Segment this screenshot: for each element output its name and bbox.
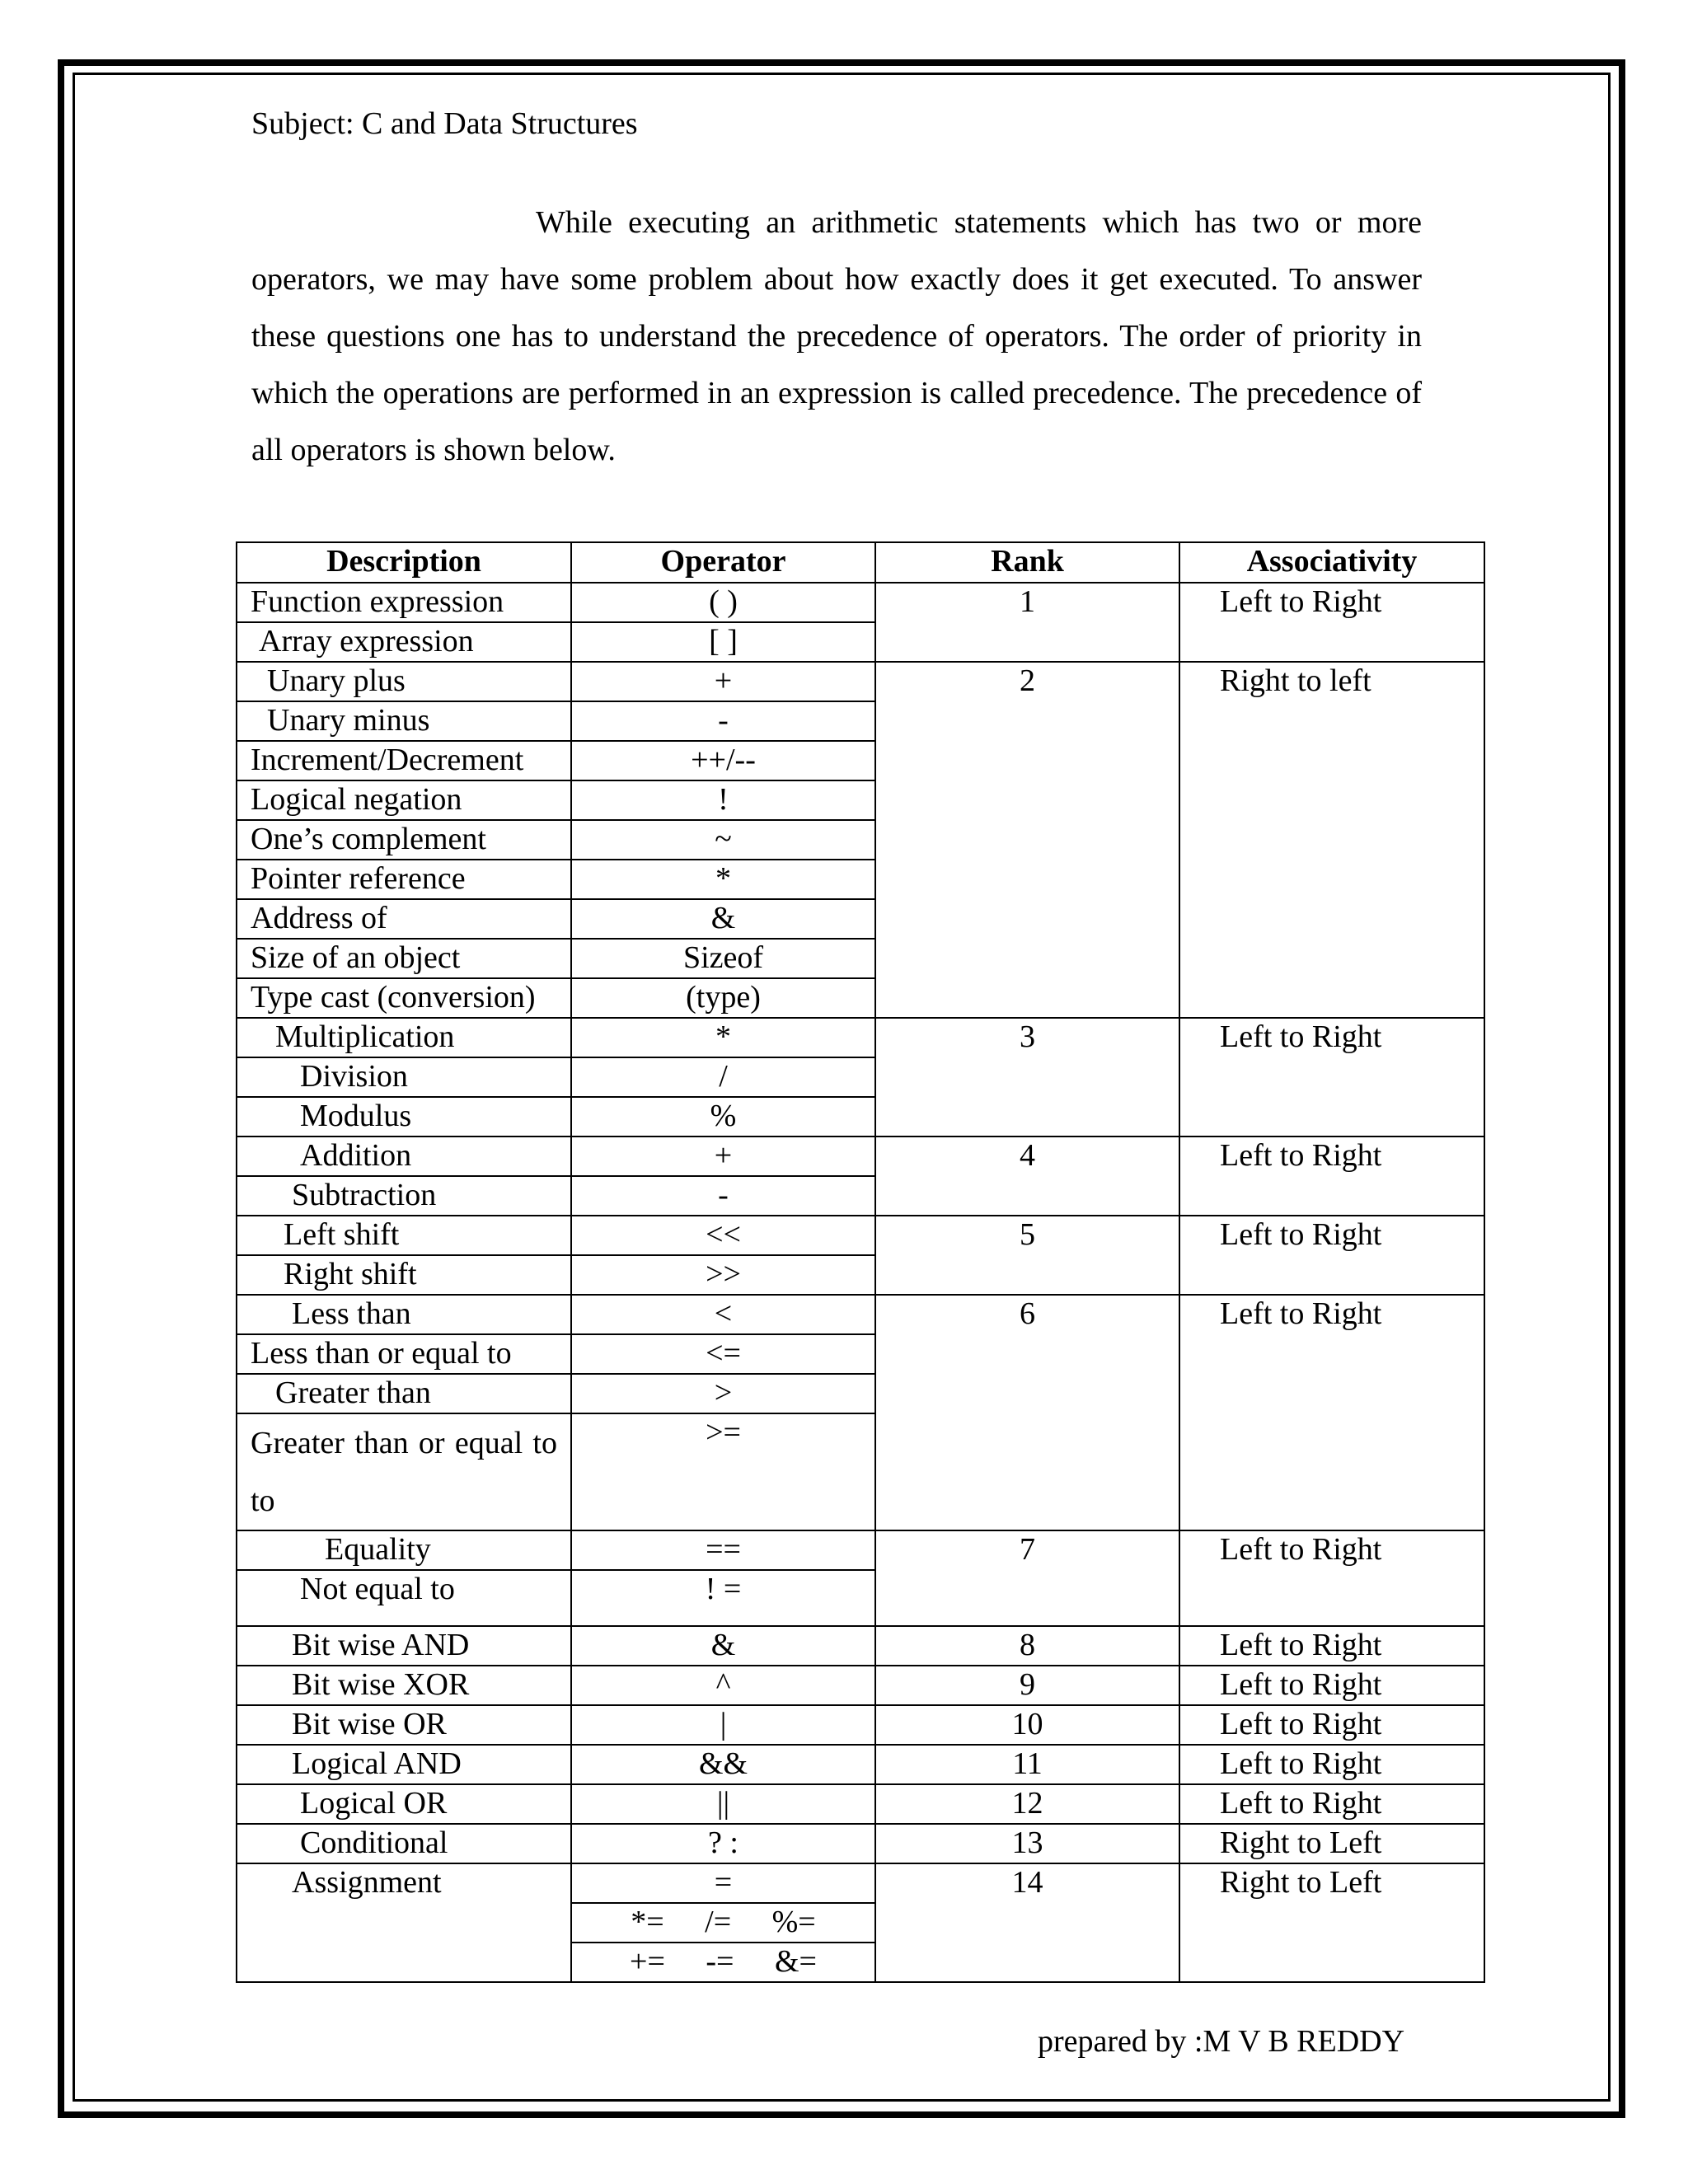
operator-cell: << (571, 1216, 875, 1255)
description-cell: Not equal to (237, 1570, 571, 1626)
associativity-cell: Left to Right (1179, 1705, 1484, 1745)
description-cell: Array expression (237, 622, 571, 662)
table-row (237, 1018, 1484, 1057)
table-row (237, 1863, 1484, 1903)
description-cell: One’s complement (237, 820, 571, 860)
header-operator: Operator (571, 542, 875, 583)
description-cell: Function expression (237, 583, 571, 622)
operator-cell: ^ (571, 1666, 875, 1705)
table-row (237, 662, 1484, 701)
description-cell: Left shift (237, 1216, 571, 1255)
description-cell: Greater than or equal to to (237, 1413, 571, 1530)
operator-cell: ++/-- (571, 741, 875, 780)
table-row (237, 583, 1484, 622)
operator-cell: * (571, 860, 875, 899)
table-header-row (237, 542, 1484, 583)
operator-cell: Sizeof (571, 939, 875, 978)
description-cell: Size of an object (237, 939, 571, 978)
header-rank: Rank (875, 542, 1179, 583)
table-row (237, 1666, 1484, 1705)
header-associativity: Associativity (1179, 542, 1484, 583)
description-cell: Conditional (237, 1824, 571, 1863)
rank-cell: 9 (875, 1666, 1179, 1705)
operator-cell: >> (571, 1255, 875, 1295)
operator-cell: || (571, 1784, 875, 1824)
operator-cell: (type) (571, 978, 875, 1018)
rank-cell: 13 (875, 1824, 1179, 1863)
description-cell: Division (237, 1057, 571, 1097)
associativity-cell: Left to Right (1179, 1745, 1484, 1784)
rank-cell: 2 (875, 662, 1179, 1018)
intro-paragraph: While executing an arithmetic statements which has two or more operators, we may have some problem about how exactly does it get executed. To answer these questions one has to understand the precedence of operators. The order of priority in which the operations are performed in an expression is called precedence. The precedence of all operators is shown below. (251, 205, 1422, 467)
associativity-cell: Left to Right (1179, 1295, 1484, 1530)
operator-cell: >= (571, 1413, 875, 1530)
table-row (237, 1784, 1484, 1824)
operator-cell: = (571, 1863, 875, 1903)
operator-cell: <= (571, 1334, 875, 1374)
description-cell: Logical AND (237, 1745, 571, 1784)
footer-author: prepared by :M V B REDDY (1038, 2024, 1405, 2059)
description-cell: Unary plus (237, 662, 571, 701)
table-row (237, 1626, 1484, 1666)
description-cell: Logical OR (237, 1784, 571, 1824)
operator-cell: * (571, 1018, 875, 1057)
operator-cell: + (571, 662, 875, 701)
description-cell: Bit wise XOR (237, 1666, 571, 1705)
operator-cell: > (571, 1374, 875, 1413)
rank-cell: 3 (875, 1018, 1179, 1137)
rank-cell: 6 (875, 1295, 1179, 1530)
description-cell: Greater than (237, 1374, 571, 1413)
operator-cell: [ ] (571, 622, 875, 662)
associativity-cell: Right to Left (1179, 1824, 1484, 1863)
operator-cell: ! = (571, 1570, 875, 1626)
rank-cell: 11 (875, 1745, 1179, 1784)
table-row (237, 1295, 1484, 1334)
rank-cell: 8 (875, 1626, 1179, 1666)
description-cell: Logical negation (237, 780, 571, 820)
operator-precedence-table (236, 541, 1485, 1983)
associativity-cell: Right to left (1179, 662, 1484, 1018)
operator-cell: ( ) (571, 583, 875, 622)
rank-cell: 14 (875, 1863, 1179, 1982)
table-row (237, 1137, 1484, 1176)
operator-cell: / (571, 1057, 875, 1097)
description-cell: Assignment (237, 1863, 571, 1982)
description-cell: Bit wise AND (237, 1626, 571, 1666)
associativity-cell: Left to Right (1179, 1018, 1484, 1137)
associativity-cell: Left to Right (1179, 1666, 1484, 1705)
description-cell: Pointer reference (237, 860, 571, 899)
operator-cell: < (571, 1295, 875, 1334)
description-cell: Type cast (conversion) (237, 978, 571, 1018)
associativity-cell: Left to Right (1179, 1137, 1484, 1216)
table-row (237, 1530, 1484, 1570)
description-cell: Multiplication (237, 1018, 571, 1057)
table-row (237, 1705, 1484, 1745)
description-cell: Modulus (237, 1097, 571, 1137)
associativity-cell: Right to Left (1179, 1863, 1484, 1982)
description-cell: Right shift (237, 1255, 571, 1295)
rank-cell: 10 (875, 1705, 1179, 1745)
operator-cell: == (571, 1530, 875, 1570)
operator-cell: | (571, 1705, 875, 1745)
description-cell: Unary minus (237, 701, 571, 741)
operator-cell: & (571, 899, 875, 939)
operator-cell: *= /= %= (571, 1903, 875, 1943)
operator-cell: ~ (571, 820, 875, 860)
associativity-cell: Left to Right (1179, 1216, 1484, 1295)
description-cell: Bit wise OR (237, 1705, 571, 1745)
rank-cell: 7 (875, 1530, 1179, 1626)
associativity-cell: Left to Right (1179, 1530, 1484, 1626)
associativity-cell: Left to Right (1179, 583, 1484, 662)
description-cell: Increment/Decrement (237, 741, 571, 780)
rank-cell: 1 (875, 583, 1179, 662)
description-cell: Subtraction (237, 1176, 571, 1216)
associativity-cell: Left to Right (1179, 1784, 1484, 1824)
operator-cell: & (571, 1626, 875, 1666)
operator-cell: + (571, 1137, 875, 1176)
operator-cell: += -= &= (571, 1943, 875, 1982)
description-cell: Less than or equal to (237, 1334, 571, 1374)
operator-cell: - (571, 1176, 875, 1216)
description-cell: Less than (237, 1295, 571, 1334)
operator-cell: - (571, 701, 875, 741)
rank-cell: 5 (875, 1216, 1179, 1295)
table-row (237, 1745, 1484, 1784)
associativity-cell: Left to Right (1179, 1626, 1484, 1666)
operator-cell: && (571, 1745, 875, 1784)
subject-line: Subject: C and Data Structures (251, 106, 638, 141)
operator-cell: % (571, 1097, 875, 1137)
table-row (237, 1216, 1484, 1255)
header-description: Description (237, 542, 571, 583)
rank-cell: 4 (875, 1137, 1179, 1216)
operator-cell: ? : (571, 1824, 875, 1863)
description-cell: Equality (237, 1530, 571, 1570)
rank-cell: 12 (875, 1784, 1179, 1824)
description-cell: Address of (237, 899, 571, 939)
description-cell: Addition (237, 1137, 571, 1176)
operator-cell: ! (571, 780, 875, 820)
table-row (237, 1824, 1484, 1863)
